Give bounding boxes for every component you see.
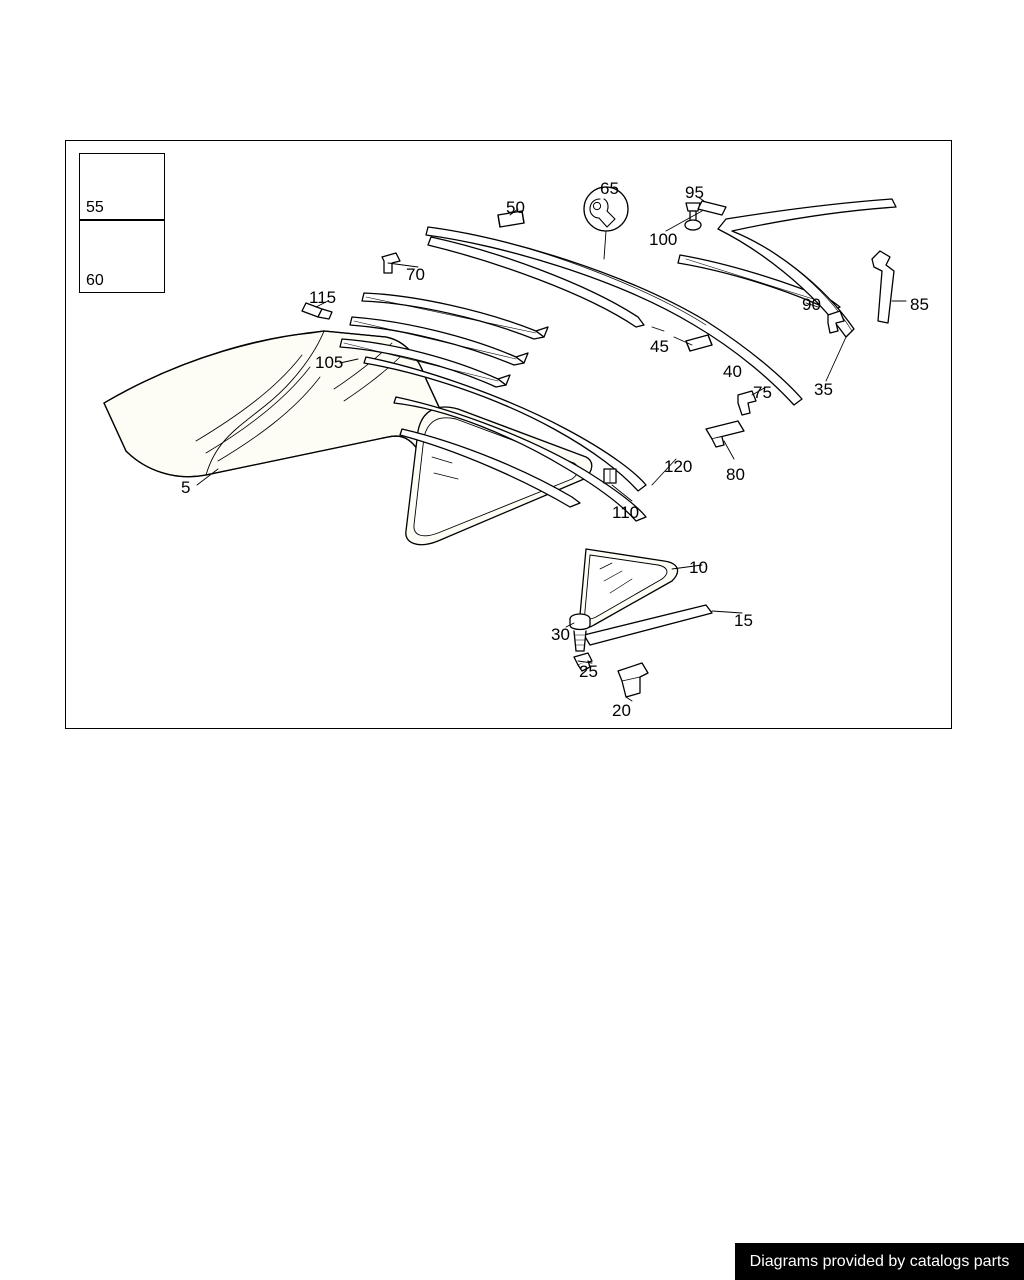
part-retaining-clip [618,663,648,697]
callout-20: 20 [612,701,631,720]
callout-40: 40 [723,362,742,381]
watermark-banner [735,1243,1024,1280]
callout-70: 70 [406,265,425,284]
legend-item-55 [79,153,165,220]
callout-105: 105 [315,353,344,372]
part-grommet [698,201,726,215]
callout-5: 5 [181,478,191,497]
part-molding-rear [718,199,896,337]
part-screw [570,614,590,651]
callout-50: 50 [506,198,525,217]
part-stopper [604,469,616,483]
callout-90: 90 [802,295,821,314]
callout-15: 15 [734,611,753,630]
watermark-text: Diagrams provided by catalogs parts [749,1252,1010,1270]
callout-120: 120 [664,457,693,476]
diagram-drawing [66,141,950,727]
callout-75: 75 [753,383,772,402]
part-end-molding [872,251,894,323]
callout-80: 80 [726,465,745,484]
legend-number-60: 60 [86,272,104,289]
callout-100: 100 [649,230,678,249]
callout-45: 45 [650,337,669,356]
callout-85: 85 [910,295,929,314]
callout-30: 30 [551,625,570,644]
callout-35: 35 [814,380,833,399]
callout-95: 95 [685,183,704,202]
callout-110: 110 [612,503,640,522]
exploded-parts-diagram [65,140,952,729]
callout-25: 25 [579,662,598,681]
legend-item-60 [79,220,165,293]
callout-10: 10 [689,558,708,577]
part-cover-small [686,335,712,351]
legend-number-55: 55 [86,199,104,216]
callout-65: 65 [600,179,619,198]
callout-115: 115 [309,288,337,307]
